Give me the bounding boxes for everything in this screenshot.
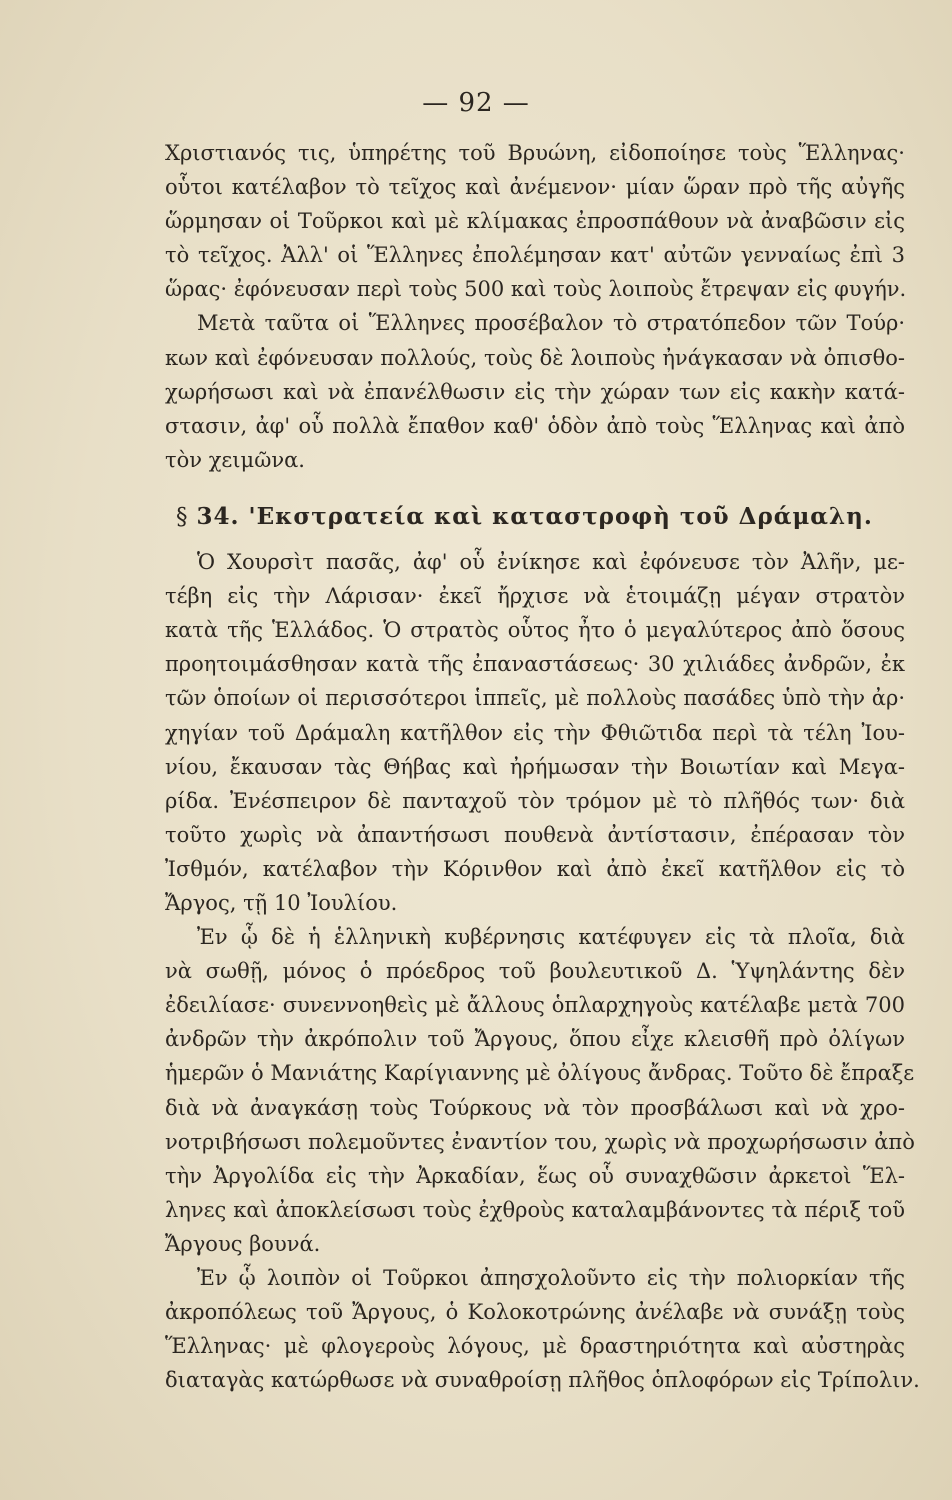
text-line: Ἰσθμόν, κατέλαβον τὴν Κόρινθον καὶ ἀπὸ ἐκεῖ κατῆλθον εἰς τὸ [165, 856, 905, 881]
section-symbol: § [176, 503, 189, 530]
paragraph-3 [165, 545, 905, 920]
section-title: 34. 'Εκστρατεία καὶ καταστροφὴ τοῦ Δράμαλη. [196, 502, 873, 530]
text-line: κατὰ τῆς Ἑλλάδος. Ὁ στρατὸς οὗτος ἦτο ὁ μεγαλύτερος ἀπὸ ὅσους [165, 618, 905, 643]
text-line: Ἄργους βουνά. [165, 1231, 321, 1256]
text-line: ἡμερῶν ὁ Μανιάτης Καρίγιαννης μὲ ὀλίγους ἄνδρας. Τοῦτο δὲ ἔπραξε [165, 1061, 915, 1086]
text-line: Ἄργος, τῇ 10 Ἰουλίου. [165, 890, 398, 915]
text-line: ὥρμησαν οἱ Τοῦρκοι καὶ μὲ κλίμακας ἐπροσπάθουν νὰ ἀναβῶσιν εἰς [165, 209, 905, 234]
body-text [165, 136, 920, 1397]
paragraph-4 [165, 920, 915, 1261]
text-line: τὸ τεῖχος. Ἀλλ' οἱ Ἕλληνες ἐπολέμησαν κατ' αὐτῶν γενναίως ἐπὶ 3 [165, 243, 905, 268]
text-line: προητοιμάσθησαν κατὰ τῆς ἐπαναστάσεως· 30 χιλιάδες ἀνδρῶν, ἐκ [165, 652, 905, 677]
section-heading [165, 500, 905, 534]
text-line: Ἐν ᾧ λοιπὸν οἱ Τοῦρκοι ἀπησχολοῦντο εἰς τὴν πολιορκίαν τῆς [197, 1266, 905, 1290]
text-line: ρίδα. Ἐνέσπειρον δὲ πανταχοῦ τὸν τρόμον μὲ τὸ πλῆθός των· διὰ [165, 788, 905, 813]
text-line: Ἕλληνας· μὲ φλογεροὺς λόγους, μὲ δραστηριότητα καὶ αὐστηρὰς [165, 1334, 905, 1359]
text-line: ὥρας· ἐφόνευσαν περὶ τοὺς 500 καὶ τοὺς λοιποὺς ἔτρεψαν εἰς φυγήν. [165, 277, 907, 302]
text-line: Χριστιανός τις, ὑπηρέτης τοῦ Βρυώνη, εἰδοποίησε τοὺς Ἕλληνας· [165, 141, 905, 165]
text-line: Ὁ Χουρσὶτ πασᾶς, ἀφ' οὗ ἐνίκησε καὶ ἐφόνευσε τὸν Ἀλῆν, με- [197, 550, 905, 575]
text-line: διὰ νὰ ἀναγκάσῃ τοὺς Τούρκους νὰ τὸν προσβάλωσι καὶ νὰ χρο- [165, 1095, 905, 1120]
paragraph-5 [165, 1261, 920, 1397]
text-line: τὸν χειμῶνα. [165, 447, 305, 472]
text-line: κων καὶ ἐφόνευσαν πολλούς, τοὺς δὲ λοιποὺς ἠνάγκασαν νὰ ὀπισθο- [165, 345, 905, 370]
text-line: ληνες καὶ ἀποκλείσωσι τοὺς ἐχθροὺς καταλαμβάνοντες τὰ πέριξ τοῦ [165, 1197, 905, 1222]
text-line: Μετὰ ταῦτα οἱ Ἕλληνες προσέβαλον τὸ στρατόπεδον τῶν Τούρ· [197, 311, 905, 336]
text-line: χωρήσωσι καὶ νὰ ἐπανέλθωσιν εἰς τὴν χώραν των εἰς κακὴν κατά- [165, 379, 905, 404]
text-line: νοτριβήσωσι πολεμοῦντες ἐναντίον του, χωρὶς νὰ προχωρήσωσιν ἀπὸ [165, 1129, 915, 1154]
text-line: τῶν ὁποίων οἱ περισσότεροι ἱππεῖς, μὲ πολλοὺς πασάδες ὑπὸ τὴν ἀρ· [165, 686, 905, 711]
text-line: νίου, ἔκαυσαν τὰς Θήβας καὶ ἠρήμωσαν τὴν Βοιωτίαν καὶ Μεγα- [165, 754, 905, 779]
page-number: — 92 — [422, 88, 530, 118]
text-line: Ἐν ᾧ δὲ ἡ ἑλληνικὴ κυβέρνησις κατέφυγεν εἰς τὰ πλοῖα, διὰ [197, 925, 905, 950]
text-line: τέβη εἰς τὴν Λάρισαν· ἐκεῖ ἤρχισε νὰ ἑτοιμάζῃ μέγαν στρατὸν [165, 584, 905, 609]
text-line: τὴν Ἀργολίδα εἰς τὴν Ἀρκαδίαν, ἕως οὗ συναχθῶσιν ἀρκετοὶ Ἕλ- [165, 1163, 905, 1188]
paragraph-2 [165, 306, 905, 476]
text-line: ἀκροπόλεως τοῦ Ἄργους, ὁ Κολοκοτρώνης ἀνέλαβε νὰ συνάξῃ τοὺς [165, 1300, 905, 1325]
text-line: στασιν, ἀφ' οὗ πολλὰ ἔπαθον καθ' ὁδὸν ἀπὸ τοὺς Ἕλληνας καὶ ἀπὸ [165, 413, 905, 438]
text-line: ἐδειλίασε· συνεννοηθεὶς μὲ ἄλλους ὁπλαρχηγοὺς κατέλαβε μετὰ 700 [165, 993, 905, 1018]
text-line: χηγίαν τοῦ Δράμαλη κατῆλθον εἰς τὴν Φθιῶτιδα περὶ τὰ τέλη Ἰου- [165, 720, 905, 745]
text-line: νὰ σωθῇ, μόνος ὁ πρόεδρος τοῦ βουλευτικοῦ Δ. Ὑψηλάντης δὲν [165, 959, 905, 984]
text-line: οὗτοι κατέλαβον τὸ τεῖχος καὶ ἀνέμενον· μίαν ὥραν πρὸ τῆς αὐγῆς [165, 175, 905, 200]
text-line: διαταγὰς κατώρθωσε νὰ συναθροίσῃ πλῆθος ὁπλοφόρων εἰς Τρίπολιν. [165, 1368, 920, 1393]
paragraph-1 [165, 136, 905, 306]
text-line: ἀνδρῶν τὴν ἀκρόπολιν τοῦ Ἄργους, ὅπου εἶχε κλεισθῆ πρὸ ὀλίγων [165, 1027, 905, 1052]
text-line: τοῦτο χωρὶς νὰ ἀπαντήσωσι πουθενὰ ἀντίστασιν, ἐπέρασαν τὸν [165, 822, 905, 847]
